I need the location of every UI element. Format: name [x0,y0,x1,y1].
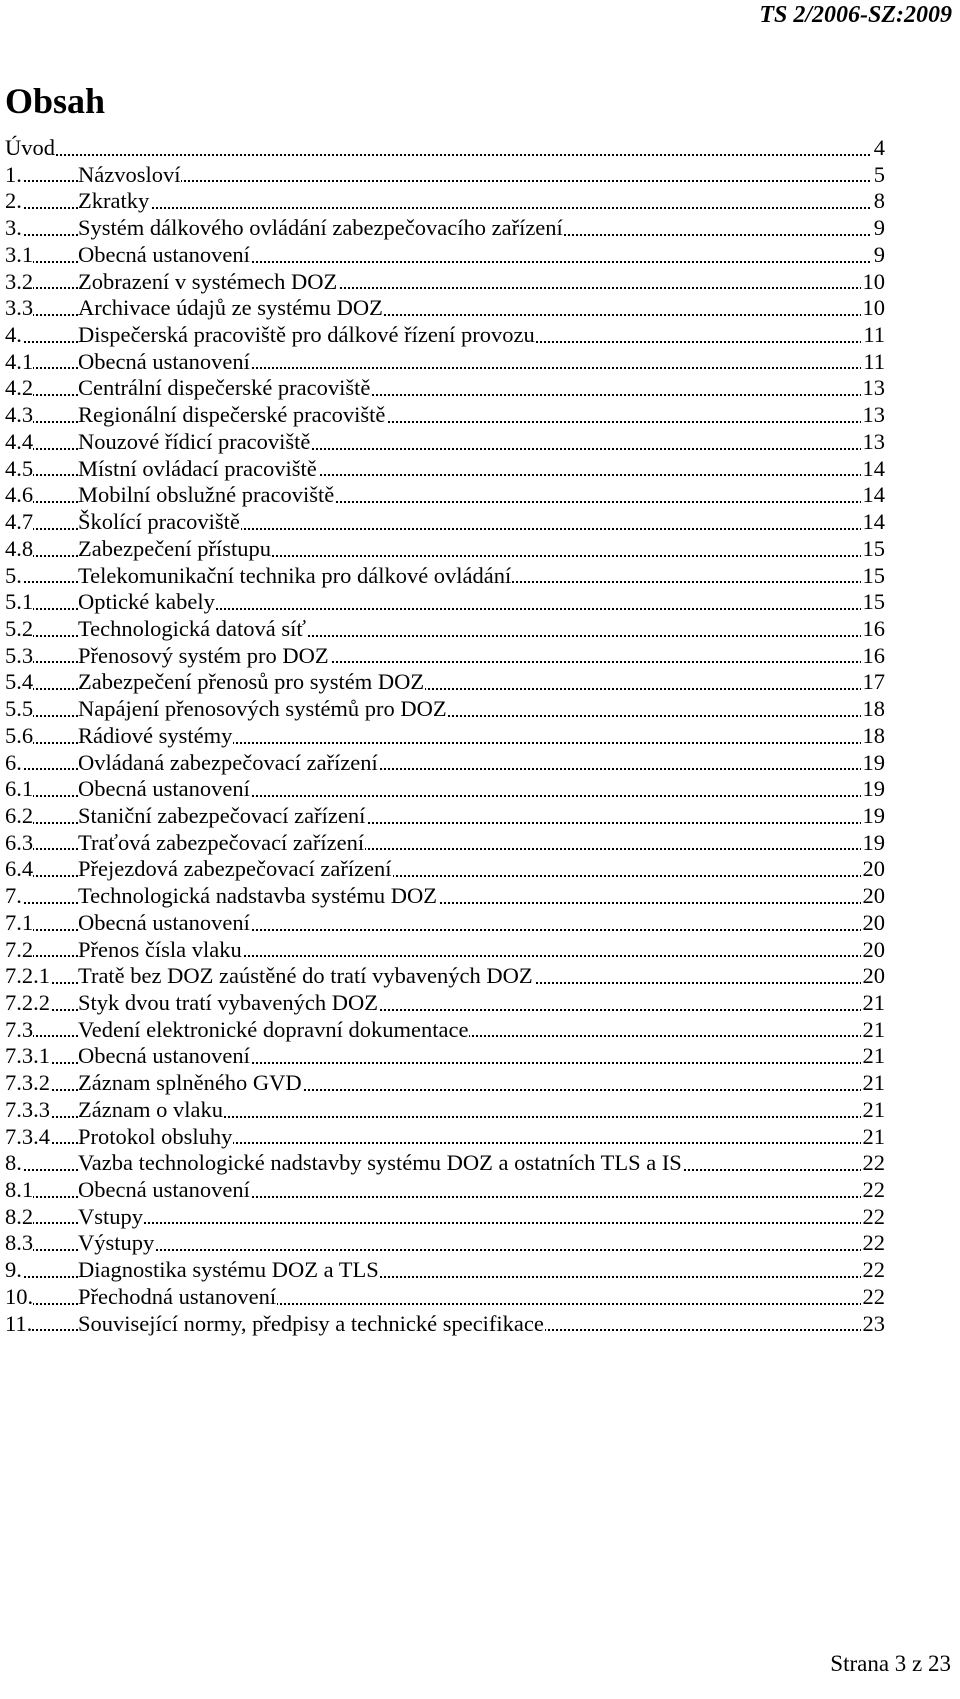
toc-entry[interactable] [5,963,885,990]
toc-entry-page: 21 [862,1016,885,1042]
toc-entry-number: 5.1 [5,589,34,615]
toc-entry-number: 7.3 [5,1016,34,1042]
toc-entry-title: Obecná ustanovení [78,776,250,802]
toc-entry-page: 20 [862,963,885,989]
toc-entry-title: Napájení přenosových systémů pro DOZ [78,696,447,722]
toc-entry[interactable] [5,937,885,964]
toc-entry-title: Ovládaná zabezpečovací zařízení [78,749,378,775]
toc-entry-title: Technologická datová síť [78,615,306,641]
toc-entry-page: 16 [862,642,885,668]
toc-entry-title: Výstupy [78,1230,155,1256]
toc-entry-number: 5. [5,562,22,588]
toc-entry-number: 6. [5,749,22,775]
toc-entry-title: Dispečerská pracoviště pro dálkové řízení provozu [78,322,535,348]
toc-entry-number: 6.1 [5,776,34,802]
toc-entry-number: 4.4 [5,428,34,454]
toc-entry-page: 13 [862,402,885,428]
toc-entry-number: 1. [5,161,22,187]
toc-entry-title: Nouzové řídicí pracoviště [78,428,311,454]
toc-entry-page: 13 [862,428,885,454]
toc-entry-number: 4.8 [5,535,34,561]
toc-entry-title: Systém dálkového ovládání zabezpečovacího zařízení [78,215,563,241]
toc-entry-number: 8.1 [5,1177,34,1203]
toc-entry-number: 8. [5,1150,22,1176]
toc-entry-number: 6.2 [5,802,34,828]
toc-entry[interactable] [5,563,885,590]
toc-entry-number: 5.5 [5,696,34,722]
toc-entry[interactable] [5,375,885,402]
toc-entry[interactable] [5,669,885,696]
toc-entry-page: 10 [862,295,885,321]
toc-entry-title: Optické kabely [78,589,215,615]
toc-entry-number: 4.2 [5,375,34,401]
toc-entry-title: Technologická nadstavba systému DOZ [78,883,437,909]
toc-entry-title: Přenosový systém pro DOZ [78,642,329,668]
toc-entry-page: 21 [862,1096,885,1122]
document-code: TS 2/2006-SZ:2009 [759,2,952,28]
toc-entry-page: 22 [862,1230,885,1256]
toc-entry-title: Související normy, předpisy a technické specifikace [78,1310,544,1336]
toc-entry[interactable] [5,509,885,536]
toc-entry-page: 22 [862,1177,885,1203]
toc-entry[interactable] [5,162,885,189]
dot-leader [5,154,885,156]
toc-entry-number: 11. [5,1310,33,1336]
toc-entry[interactable] [5,295,885,322]
toc-entry-title: Zkratky [78,188,150,214]
toc-entry-title: Vazba technologické nadstavby systému DOZ a ostatních TLS a IS [78,1150,682,1176]
toc-entry-page: 22 [862,1283,885,1309]
toc-entry[interactable] [5,696,885,723]
toc-entry[interactable] [5,1177,885,1204]
toc-entry[interactable] [5,482,885,509]
toc-entry-number: 3.2 [5,268,34,294]
toc-entry-page: 20 [862,883,885,909]
page-number-footer: Strana 3 z 23 [830,1651,951,1676]
toc-entry[interactable] [5,135,885,162]
toc-entry-page: 13 [862,375,885,401]
toc-entry-page: 21 [862,1070,885,1096]
toc-entry[interactable] [5,1150,885,1177]
toc-entry[interactable] [5,242,885,269]
toc-entry[interactable] [5,1257,885,1284]
toc-entry-number: 3. [5,215,22,241]
toc-entry-title: Protokol obsluhy [78,1123,233,1149]
toc-entry[interactable] [5,990,885,1017]
toc-entry[interactable] [5,188,885,215]
toc-entry[interactable] [5,589,885,616]
toc-entry-number: 7.3.2 [5,1070,50,1096]
toc-entry[interactable] [5,910,885,937]
toc-entry-number: 6.3 [5,829,34,855]
toc-entry[interactable] [5,1017,885,1044]
toc-entry-title: Přejezdová zabezpečovací zařízení [78,856,392,882]
toc-entry-page: 21 [862,990,885,1015]
toc-entry-title: Místní ovládací pracoviště [78,455,317,481]
toc-entry-title: Obecná ustanovení [78,1043,250,1069]
toc-entry-title: Zabezpečení přenosů pro systém DOZ [78,669,425,695]
toc-entry-title: Staniční zabezpečovací zařízení [78,802,366,828]
toc-entry[interactable] [5,856,885,883]
toc-entry-number: 4.1 [5,348,34,374]
toc-entry-page: 5 [873,161,885,187]
toc-entry-title: Diagnostika systému DOZ a TLS [78,1257,379,1283]
toc-entry-page: 22 [862,1203,885,1229]
toc-entry-number: 4.3 [5,402,34,428]
toc-entry[interactable] [5,1230,885,1257]
toc-entry[interactable] [5,1124,885,1151]
toc-entry-page: 19 [862,829,885,855]
toc-entry-title: Zobrazení v systémech DOZ [78,268,338,294]
toc-entry[interactable] [5,402,885,429]
toc-entry-title: Archivace údajů ze systému DOZ [78,295,383,321]
toc-entry-title: Názvosloví [78,161,181,187]
toc-entry-page: 20 [862,936,885,962]
toc-entry-number: 3.3 [5,295,34,321]
toc-entry[interactable] [5,1070,885,1097]
toc-entry[interactable] [5,643,885,670]
toc-entry[interactable] [5,536,885,563]
toc-entry[interactable] [5,776,885,803]
toc-entry[interactable] [5,750,885,777]
toc-entry-number: 7.3.3 [5,1096,50,1122]
toc-entry-page: 19 [862,749,885,775]
toc-entry-page: 19 [862,776,885,802]
toc-entry-title: Vstupy [78,1203,144,1229]
toc-entry-number: 6.4 [5,856,34,882]
toc-entry-page: 17 [862,669,885,695]
toc-entry-page: 23 [862,1310,885,1336]
toc-entry-page: 9 [873,241,885,267]
toc-entry[interactable] [5,1043,885,1070]
toc-entry-page: 18 [862,696,885,722]
toc-entry-title: Regionální dispečerské pracoviště [78,402,386,428]
toc-entry-page: 19 [862,802,885,828]
toc-entry-title: Záznam o vlaku [78,1096,223,1122]
toc-entry-title: Obecná ustanovení [78,1177,250,1203]
toc-entry-title: Úvod [5,135,55,160]
toc-entry-number: 10. [5,1283,34,1309]
toc-entry-page: 10 [862,268,885,294]
toc-heading: Obsah [5,81,106,121]
toc-entry-title: Telekomunikační technika pro dálkové ovládání [78,562,512,588]
toc-entry-title: Obecná ustanovení [78,241,250,267]
toc-entry-number: 2. [5,188,22,214]
toc-entry-title: Tratě bez DOZ zaústěné do tratí vybavených DOZ [78,963,533,989]
toc-entry-page: 14 [862,455,885,481]
toc-entry-title: Obecná ustanovení [78,348,250,374]
toc-entry[interactable] [5,616,885,643]
toc-entry-number: 4.5 [5,455,34,481]
toc-entry-title: Vedení elektronické dopravní dokumentace [78,1016,469,1042]
toc-entry-page: 4 [873,135,885,160]
toc-entry[interactable] [5,1284,885,1311]
toc-entry-number: 4.6 [5,482,34,508]
toc-entry-page: 21 [862,1043,885,1069]
toc-entry-number: 7.2.2 [5,990,50,1015]
toc-entry-title: Přenos čísla vlaku [78,936,242,962]
toc-entry[interactable] [5,215,885,242]
table-of-contents [5,135,885,1337]
toc-entry-page: 22 [862,1150,885,1176]
toc-entry-page: 20 [862,909,885,935]
toc-entry-title: Styk dvou tratí vybavených DOZ [78,990,378,1015]
toc-entry-title: Obecná ustanovení [78,909,250,935]
toc-entry-number: 7.3.4 [5,1123,50,1149]
toc-entry-page: 11 [863,322,885,348]
toc-entry[interactable] [5,349,885,376]
toc-entry-page: 14 [862,509,885,535]
toc-entry-page: 18 [862,722,885,748]
toc-entry[interactable] [5,830,885,857]
toc-entry-title: Traťová zabezpečovací zařízení [78,829,365,855]
toc-entry-title: Rádiové systémy [78,722,233,748]
toc-entry-number: 8.2 [5,1203,34,1229]
toc-entry[interactable] [5,1204,885,1231]
toc-entry-number: 3.1 [5,241,34,267]
toc-entry-number: 4.7 [5,509,34,535]
toc-entry-title: Mobilní obslužné pracoviště [78,482,335,508]
toc-entry-page: 14 [862,482,885,508]
toc-entry-number: 5.2 [5,615,34,641]
toc-entry-number: 9. [5,1257,22,1283]
toc-entry-page: 9 [873,215,885,241]
toc-entry-number: 5.6 [5,722,34,748]
toc-entry-page: 8 [873,188,885,214]
toc-entry[interactable] [5,1311,885,1338]
toc-entry[interactable] [5,803,885,830]
toc-entry-number: 4. [5,322,22,348]
toc-entry[interactable] [5,1097,885,1124]
toc-entry-title: Centrální dispečerské pracoviště [78,375,371,401]
toc-entry-number: 5.3 [5,642,34,668]
toc-entry-number: 5.4 [5,669,34,695]
toc-entry-page: 15 [862,535,885,561]
toc-entry-page: 21 [862,1123,885,1149]
toc-entry-number: 7.2 [5,936,34,962]
toc-entry[interactable] [5,723,885,750]
toc-entry[interactable] [5,429,885,456]
toc-entry-title: Přechodná ustanovení [78,1283,277,1309]
toc-entry-title: Zabezpečení přístupu [78,535,272,561]
toc-entry-title: Školící pracoviště [78,509,240,535]
toc-entry-number: 7.1 [5,909,34,935]
toc-entry-page: 11 [863,348,885,374]
toc-entry[interactable] [5,322,885,349]
toc-entry-number: 7.2.1 [5,963,50,989]
toc-entry-number: 7.3.1 [5,1043,50,1069]
toc-entry-page: 15 [862,562,885,588]
toc-entry-title: Záznam splněného GVD [78,1070,302,1096]
toc-entry-number: 8.3 [5,1230,34,1256]
toc-entry[interactable] [5,269,885,296]
toc-entry-page: 16 [862,615,885,641]
toc-entry[interactable] [5,456,885,483]
toc-entry-page: 20 [862,856,885,882]
toc-entry[interactable] [5,883,885,910]
toc-entry-number: 7. [5,883,22,909]
toc-entry-page: 15 [862,589,885,615]
toc-entry-page: 22 [862,1257,885,1283]
